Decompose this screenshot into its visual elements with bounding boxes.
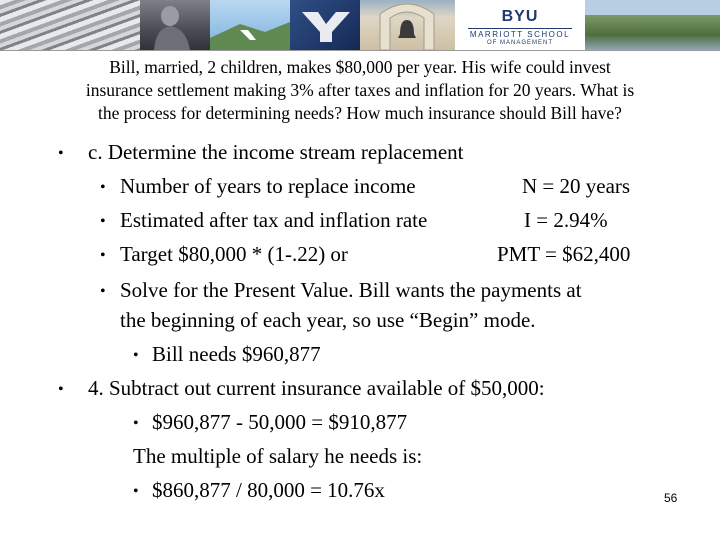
sub-bullet-text: Target $80,000 * (1-.22) or <box>120 242 348 266</box>
question-line: insurance settlement making 3% after taxes and inflation for 20 years. What is <box>85 80 635 100</box>
multiple-calc-text: $860,877 / 80,000 = 10.76x <box>152 478 385 502</box>
sub-bullet-value: PMT = $62,400 <box>497 242 631 266</box>
sub-bullet-text: Estimated after tax and inflation rate <box>120 208 428 232</box>
calc-text: $960,877 - 50,000 = $910,877 <box>152 410 408 434</box>
page-number: 56 <box>664 491 678 505</box>
logo-main-text: BYU <box>501 8 539 25</box>
logo-school-text: MARRIOTT SCHOOL <box>469 30 571 39</box>
sub-bullet-value: I = 2.94% <box>524 208 608 232</box>
result-text: Bill needs $960,877 <box>152 342 321 366</box>
bullet-icon: • <box>100 247 106 264</box>
bullet-icon: • <box>58 145 64 162</box>
sub-bullet-continuation: the beginning of each year, so use “Begin” mode. <box>120 308 536 332</box>
question-line: the process for determining needs? How much insurance should Bill have? <box>98 103 622 123</box>
bullet-icon: • <box>100 213 106 230</box>
bullet-icon: • <box>133 347 139 364</box>
bullet-icon: • <box>58 381 64 398</box>
bullet-icon: • <box>133 483 139 500</box>
question-line: Bill, married, 2 children, makes $80,000 per year. His wife could invest <box>109 57 611 77</box>
sub-bullet-text: Number of years to replace income <box>120 174 416 198</box>
sub-bullet-text: Solve for the Present Value. Bill wants the payments at <box>120 278 582 302</box>
logo-management-text: OF MANAGEMENT <box>486 40 553 46</box>
bullet-icon: • <box>100 283 106 300</box>
multiple-label: The multiple of salary he needs is: <box>133 444 423 468</box>
step-c-text: c. Determine the income stream replacement <box>88 140 464 164</box>
step-4-text: 4. Subtract out current insurance available of $50,000: <box>88 376 545 400</box>
bullet-icon: • <box>133 415 139 432</box>
bullet-icon: • <box>100 179 106 196</box>
sub-bullet-value: N = 20 years <box>522 174 631 198</box>
